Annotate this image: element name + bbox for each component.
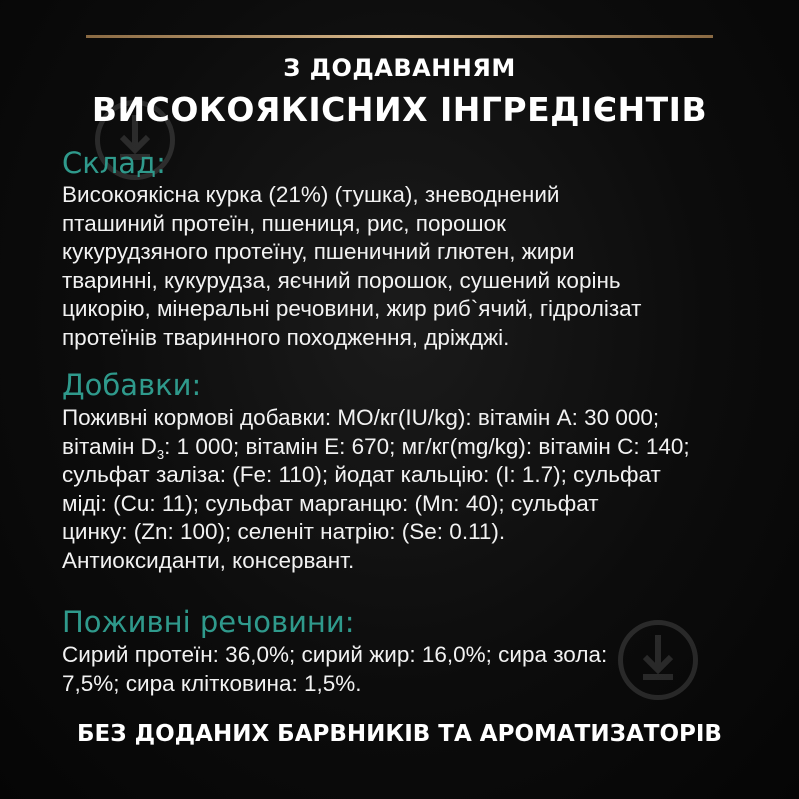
composition-line: цикорію, мінеральні речовини, жир риб`ячий, гідролізат <box>62 296 642 321</box>
additives-line-part: : 1 000; вітамін Е: 670; мг/кг(mg/kg): вітамін С: 140; <box>164 433 690 459</box>
additives-text <box>62 404 762 575</box>
nutrients-line: Сирий протеїн: 36,0%; сирий жир: 16,0%; сира зола: <box>62 642 608 667</box>
additives-line: міді: (Cu: 11); сульфат марганцю: (Mn: 40); сульфат <box>62 490 599 516</box>
additives-line <box>62 433 762 462</box>
additives-title: Добавки: <box>62 368 202 402</box>
nutrients-title: Поживні речовини: <box>62 605 355 639</box>
composition-line: протеїнів тваринного походження, дріжджі. <box>62 324 510 350</box>
composition-text <box>62 181 762 352</box>
additives-line: Антиоксиданти, консервант. <box>62 547 355 573</box>
nutrients-text <box>62 641 762 698</box>
composition-title: Склад: <box>62 146 166 180</box>
gold-divider-line <box>86 35 713 38</box>
composition-line: кукурудзяного протеїну, пшеничний глютен, жири <box>62 239 575 264</box>
nutrients-line: 7,5%; сира клітковина: 1,5%. <box>62 670 362 696</box>
additives-line: цинку: (Zn: 100); селеніт натрію: (Se: 0.11). <box>62 519 506 544</box>
header-line-1: З ДОДАВАННЯМ <box>283 54 516 82</box>
additives-line: сульфат заліза: (Fe: 110); йодат кальцію: (I: 1.7); сульфат <box>62 462 661 487</box>
additives-line: Поживні кормові добавки: МО/кг(IU/kg): вітамін А: 30 000; <box>62 405 660 430</box>
composition-line: Високоякісна курка (21%) (тушка), зневоднений <box>62 182 560 207</box>
composition-line: пташиний протеїн, пшениця, рис, порошок <box>62 210 506 236</box>
additives-line-part: вітамін D <box>62 433 157 459</box>
composition-line: тваринні, кукурудза, яєчний порошок, сушений корінь <box>62 267 621 293</box>
header-line-2: ВИСОКОЯКІСНИХ ІНГРЕДІЄНТІВ <box>91 90 708 129</box>
footer-text: БЕЗ ДОДАНИХ БАРВНИКІВ ТА АРОМАТИЗАТОРІВ <box>77 721 722 747</box>
vitamin-d-subscript: 3 <box>156 446 165 462</box>
